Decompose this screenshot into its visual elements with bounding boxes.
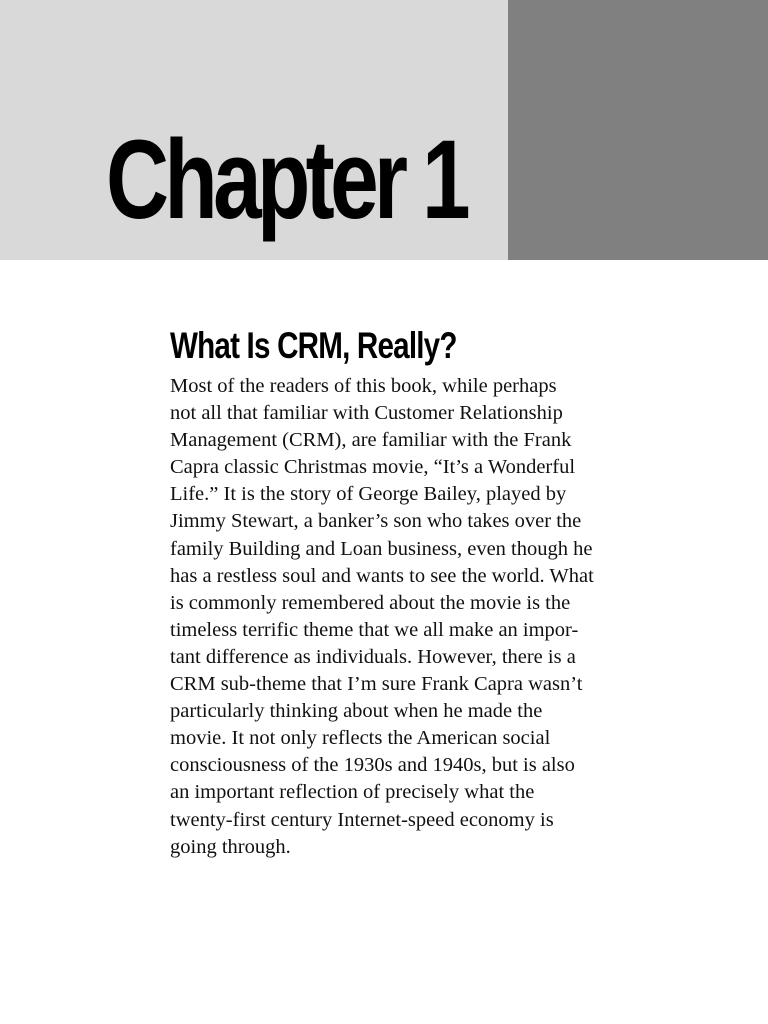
paragraph-line: is commonly remembered about the movie is the — [170, 591, 571, 614]
paragraph-line: CRM sub-theme that I’m sure Frank Capra wasn’t — [170, 673, 583, 696]
paragraph-line: has a restless soul and wants to see the world. What — [170, 564, 594, 587]
chapter-title — [106, 112, 466, 248]
chapter-banner-dark-panel — [508, 0, 768, 260]
paragraph-line: twenty-first century Internet-speed economy is — [170, 808, 554, 831]
paragraph-line: tant difference as individuals. However, there is a — [170, 645, 576, 668]
paragraph-line: going through. — [170, 835, 291, 858]
paragraph-line: family Building and Loan business, even though he — [170, 537, 593, 560]
paragraph-line: Capra classic Christmas movie, “It’s a Wonderful — [170, 456, 576, 479]
paragraph-line: consciousness of the 1930s and 1940s, but is also — [170, 754, 575, 777]
paragraph-line: an important reflection of precisely what the — [170, 781, 535, 804]
paragraph-line: Most of the readers of this book, while perhaps — [170, 375, 557, 397]
paragraph-line: not all that familiar with Customer Relationship — [170, 402, 563, 425]
body-paragraph — [170, 373, 650, 861]
paragraph-line: Life.” It is the story of George Bailey, played by — [170, 483, 567, 506]
paragraph-line: Management (CRM), are familiar with the Frank — [170, 429, 572, 452]
chapter-word: Chapter — [106, 117, 404, 242]
paragraph-line: Jimmy Stewart, a banker’s son who takes over the — [170, 510, 582, 533]
chapter-number: 1 — [422, 117, 466, 242]
paragraph-line: movie. It not only reflects the American social — [170, 727, 551, 750]
paragraph-line: timeless terrific theme that we all make an impor- — [170, 618, 579, 641]
section-heading: What Is CRM, Really? — [170, 325, 457, 366]
paragraph-line: particularly thinking about when he made the — [170, 700, 543, 723]
